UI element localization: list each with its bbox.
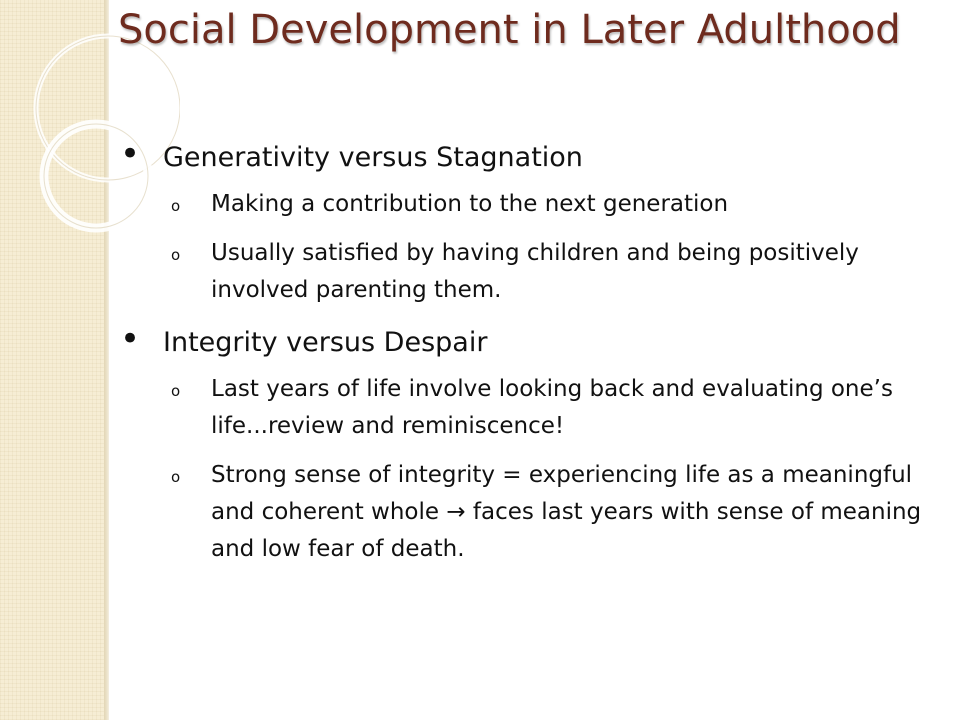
bullet-dot-icon: • <box>120 319 141 359</box>
sub-bullet-marker-icon: o <box>171 468 181 486</box>
sub-bullet-item <box>118 186 948 223</box>
sub-bullet-text: Last years of life involve looking back and evaluating one’s life...review and reminiscence! <box>211 376 893 439</box>
sub-bullet-item <box>118 235 948 309</box>
sub-bullet-text: Making a contribution to the next generation <box>211 191 729 217</box>
bullet-dot-icon: • <box>120 134 141 174</box>
sub-bullet-marker-icon: o <box>171 382 181 400</box>
sub-bullet-item <box>118 457 948 568</box>
section-generativity <box>118 136 948 309</box>
sub-bullet-text: Strong sense of integrity = experiencing life as a meaningful and coherent whole → faces last years with sense of meaning and low fear of death. <box>211 462 922 562</box>
slide-content <box>118 136 948 580</box>
slide-title: Social Development in Later Adulthood <box>118 7 901 53</box>
bullet-item <box>118 136 948 180</box>
sub-bullet-text: Usually satisfied by having children and being positively involved parenting them. <box>211 240 859 303</box>
bullet-heading: Integrity versus Despair <box>163 327 488 358</box>
sub-bullet-item <box>118 371 948 445</box>
section-integrity <box>118 321 948 568</box>
bullet-heading: Generativity versus Stagnation <box>163 142 583 173</box>
bullet-item <box>118 321 948 365</box>
sub-bullet-marker-icon: o <box>171 246 181 264</box>
sub-bullet-marker-icon: o <box>171 197 181 215</box>
